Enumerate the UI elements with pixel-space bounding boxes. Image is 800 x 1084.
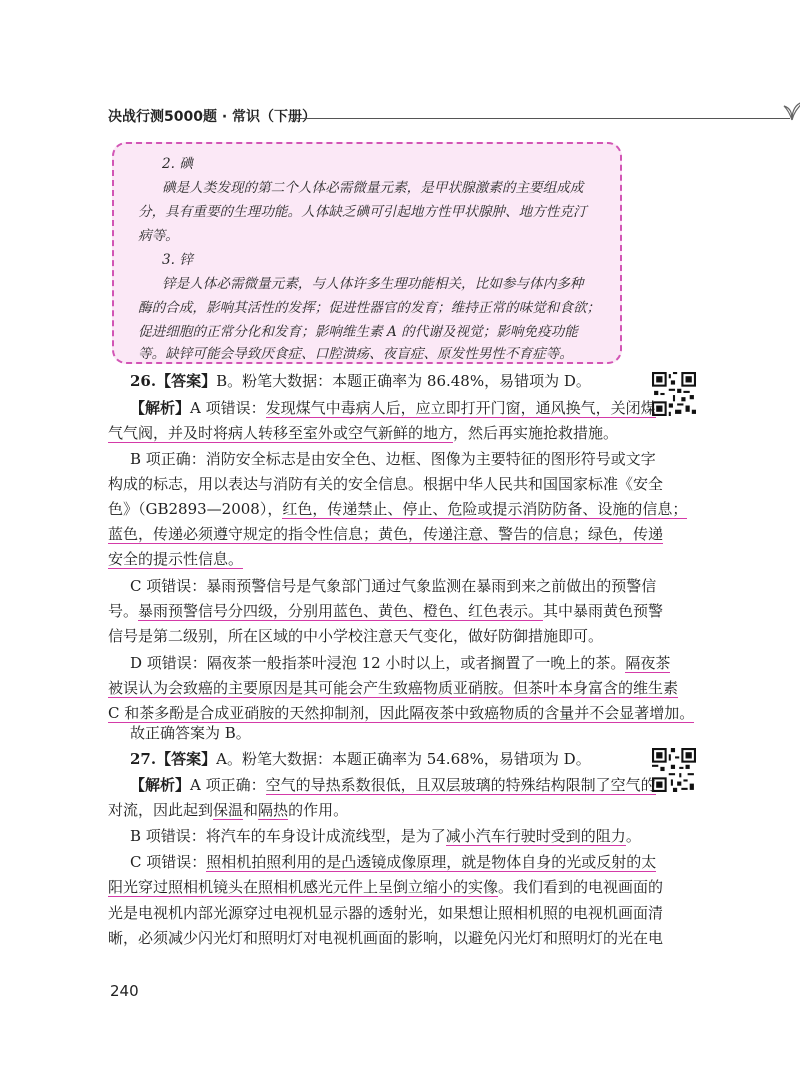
q26-b-line-1: B 项正确：消防安全标志是由安全色、边框、图像为主要特征的图形符号或文字: [130, 450, 656, 468]
note-line: 等。缺锌可能会导致厌食症、口腔溃疡、夜盲症、原发性男性不育症等。: [138, 346, 573, 362]
q27-b-line: B 项错误：将汽车的车身设计成流线型，是为了减小汽车行驶时受到的阻力。: [130, 827, 641, 845]
header-rule: [290, 118, 790, 119]
note-line: 3. 锌: [162, 252, 193, 268]
knowledge-note-box: [112, 142, 622, 364]
q27-analysis-line-2: 对流，因此起到保温和隔热的作用。: [108, 801, 349, 819]
q26-c-line-3: 信号是第二级别，所在区域的中小学校注意天气变化，做好防御措施即可。: [108, 627, 604, 645]
q26-c-line-2: 号。暴雨预警信号分四级，分别用蓝色、黄色、橙色、红色表示。其中暴雨黄色预警: [108, 602, 664, 620]
q27-c-line-1: C 项错误：照相机拍照利用的是凸透镜成像原理，就是物体自身的光或反射的太: [130, 853, 657, 871]
qr-code-icon[interactable]: [652, 748, 696, 792]
page-number: 240: [110, 982, 139, 1000]
q26-d-line-2: 被误认为会致癌的主要原因是其可能会产生致癌物质亚硝胺。但茶叶本身富含的维生素: [108, 679, 679, 697]
q26-d-line-1: D 项错误：隔夜茶一般指茶叶浸泡 12 小时以上，或者搁置了一晚上的茶。隔夜茶: [130, 654, 671, 672]
q26-b-line-3: 色》（GB2893—2008），红色，传递禁止、停止、危险或提示消防防备、设施的信息；: [108, 500, 688, 518]
q27-c-line-3: 光是电视机内部光源穿过电视机显示器的透射光，如果想让照相机照的电视机画面清: [108, 904, 664, 922]
note-line: 锌是人体必需微量元素，与人体许多生理功能相关，比如参与体内多种: [162, 276, 584, 292]
q26-b-line-5: 安全的提示性信息。: [108, 550, 244, 568]
q27-analysis-line-1: 【解析】A 项正确：空气的导热系数很低，且双层玻璃的特殊结构限制了空气的: [130, 776, 656, 794]
q27-c-line-2: 阳光穿过照相机镜头在照相机感光元件上呈倒立缩小的实像。我们看到的电视画面的: [108, 878, 664, 896]
q26-b-line-4: 蓝色，传递必须遵守规定的指令性信息；黄色，传递注意、警告的信息；绿色，传递: [108, 525, 664, 543]
q26-b-line-2: 构成的标志，用以表达与消防有关的安全信息。根据中华人民共和国国家标准《安全: [108, 475, 664, 493]
note-line: 酶的合成，影响其活性的发挥；促进性器官的发育；维持正常的味觉和食欲；: [138, 300, 601, 316]
qr-code-icon[interactable]: [652, 372, 696, 416]
q26-analysis-line-1: 【解析】A 项错误：发现煤气中毒病人后，应立即打开门窗，通风换气，关闭煤: [130, 399, 656, 417]
page-header: [108, 98, 708, 128]
q26-c-line-1: C 项错误：暴雨预警信号是气象部门通过气象监测在暴雨到来之前做出的预警信: [130, 577, 657, 595]
q26-analysis-line-2: 气气阀，并及时将病人转移至室外或空气新鲜的地方，然后再实施抢救措施。: [108, 424, 619, 442]
q26-conclusion: 故正确答案为 B。: [130, 724, 251, 742]
book-title: 决战行测5000题 · 常识（下册）: [108, 109, 317, 125]
sprout-leaf-icon: [778, 98, 800, 122]
note-line: 促进细胞的正常分化和发育；影响维生素 A 的代谢及视觉；影响免疫功能: [138, 324, 578, 340]
q27-c-line-4: 晰，必须减少闪光灯和照明灯对电视机画面的影响，以避免闪光灯和照明灯的光在电: [108, 929, 664, 947]
note-line: 病等。: [138, 228, 179, 244]
note-line: 分，具有重要的生理功能。人体缺乏碘可引起地方性甲状腺肿、地方性克汀: [138, 204, 587, 220]
q26-d-line-3: C 和茶多酚是合成亚硝胺的天然抑制剂，因此隔夜茶中致癌物质的含量并不会显著增加。: [108, 704, 695, 722]
note-line: 碘是人类发现的第二个人体必需微量元素，是甲状腺激素的主要组成成: [162, 180, 584, 196]
note-line: 2. 碘: [162, 156, 193, 172]
q26-answer-line: 26.【答案】B。粉笔大数据：本题正确率为 86.48%，易错项为 D。: [130, 372, 591, 390]
q27-answer-line: 27.【答案】A。粉笔大数据：本题正确率为 54.68%，易错项为 D。: [130, 750, 591, 768]
